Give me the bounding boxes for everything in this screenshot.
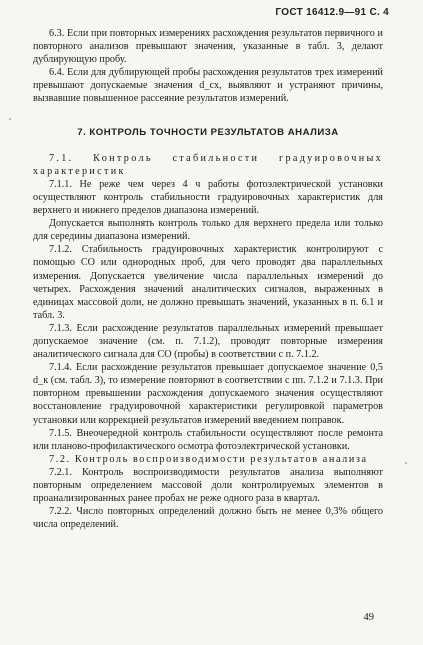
paragraph-7-1-3: 7.1.3. Если расхождение результатов параллельных измерений превышает допускаемое значение (см. п. 7.1.2), проводят повторные измерения аналитического сигнала для СО (пробы) в соответствии с п. 7.1.2. [33, 322, 383, 361]
page-number: 49 [363, 612, 374, 623]
paragraph-7-1-5: 7.1.5. Внеочередной контроль стабильности осуществляют после ремонта или планово-профилактического осмотра фотоэлектрической установки. [33, 427, 383, 452]
paragraph-7-2-1: 7.2.1. Контроль воспроизводимости результатов анализа выполняют повторным определением массовой доли контролируемых элементов в проанализированных ранее пробах не реже одного раза в квартал. [33, 466, 383, 505]
subsection-heading-7-2: 7.2. Контроль воспроизводимости результатов анализа [49, 453, 368, 465]
subsection-heading-7-1: 7.1. Контроль стабильности градуировочных характеристик [33, 152, 383, 177]
paragraph-7-1-1: 7.1.1. Не реже чем через 4 ч работы фотоэлектрической установки осуществляют контроль стабильности градуировочных характеристик для верхнего и нижнего пределов диапазона измерений. [33, 178, 383, 217]
scan-speck [9, 118, 11, 120]
section-title: 7. КОНТРОЛЬ ТОЧНОСТИ РЕЗУЛЬТАТОВ АНАЛИЗА [77, 126, 339, 138]
body-text [33, 27, 383, 531]
paragraph-6-4: 6.4. Если для дублирующей пробы расхождения результатов трех измерений превышают допускаемые значения d_cx, выявляют и устраняют причины, вызвавшие повышенное рассеяние результатов измерений. [33, 67, 383, 105]
paragraph-7-1-1-note: Допускается выполнять контроль только для верхнего предела или только для середины диапазона измерений. [33, 218, 383, 243]
paragraph-7-1-2: 7.1.2. Стабильность градуировочных характеристик контролируют с помощью СО или однородных проб, для чего проводят два параллельных измерения. Допускается увеличение числа параллельных измерений до четырех. Расхождения значений аналитических сигналов, выраженных в единицах массовой доли, не должно превышать значений, указанных в п. 6.1 и табл. 3. [33, 244, 383, 321]
paragraph-7-2-2: 7.2.2. Число повторных определений должно быть не менее 0,3% общего числа определений. [33, 506, 383, 531]
paragraph-7-1-4: 7.1.4. Если расхождение результатов превышает допускаемое значение 0,5 d_к (см. табл. 3), то измерение повторяют в соответствии с пп. 7.1.2 и 7.1.3. При повторном превышении расхождения допускаемого значения осуществляют восстановление градуировочной характеристики регулировкой параметров установки или коррекцией результатов измерений введением поправок. [33, 362, 383, 426]
scan-speck [405, 462, 407, 464]
running-header: ГОСТ 16412.9—91 С. 4 [275, 7, 389, 18]
paragraph-6-3: 6.3. Если при повторных измерениях расхождения результатов первичного и повторного анализов превышают значения, указанные в табл. 3, делают дублирующую пробу. [33, 28, 383, 66]
